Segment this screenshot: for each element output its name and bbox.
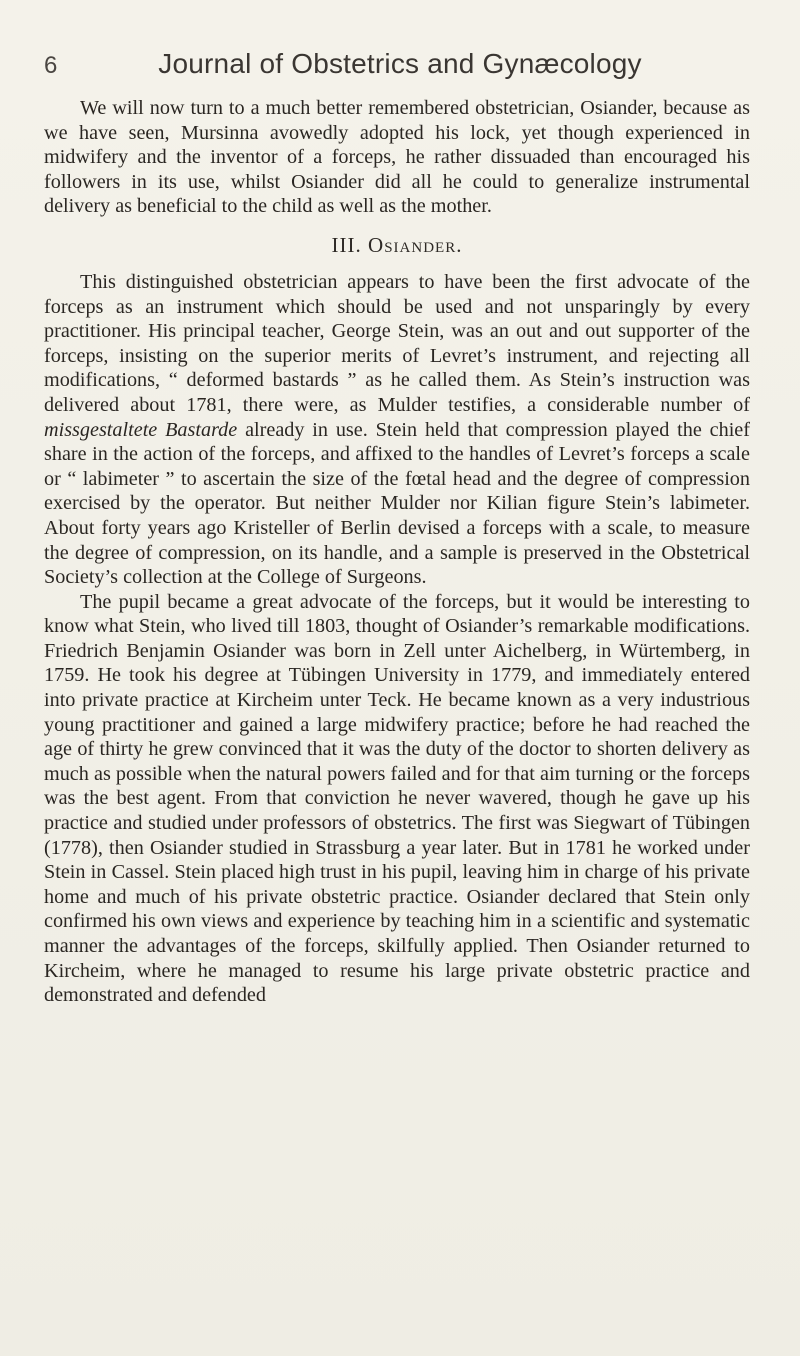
paragraph-osiander-life: The pupil became a great advocate of the forceps, but it would be interesting to know what Stein, who lived till 1803, thought of Osiander’s remarkable modifications. Friedrich Benjamin Osiander was born in Zell unter Aichelberg, in Würtemberg, in 1759. He took his degree at Tübingen University in 1779, and immediately entered into private practice at Kircheim unter Teck. He became known as a very industrious young practitioner and gained a large midwifery practice; before he had reached the age of thirty he grew convinced that it was the duty of the doctor to shorten delivery as much as possible when the natural powers failed and for that aim turning or the forceps was the best agent. From that conviction he never wavered, though he gave up his practice and studied under professors of obstetrics. The first was Siegwart of Tübingen (1778), then Osiander studied in Strassburg a year later. But in 1781 he worked under Stein in Cassel. Stein placed high trust in his pupil, leaving him in charge of his private home and much of his private obstetric practice. Osiander declared that Stein only confirmed his own views and experience by teaching him in a scientific and systematic manner the advantages of the forceps, skilfully applied. Then Osiander returned to Kircheim, where he managed to resume his large private obstetric practice and demonstrated and defended	[44, 590, 750, 1007]
paragraph-stein-text-b: already in use. Stein held that compression played the chief share in the action of the forceps, and affixed to the handles of Levret’s forceps a scale or “ labimeter ” to ascertain the size of the fœtal head and the degree of compression exercised by the operator. But neither Mulder nor Kilian figure Stein’s labimeter. About forty years ago Kristeller of Berlin devised a forceps with a scale, to measure the degree of compression, on its handle, and a sample is preserved in the Obstetrical Society’s collection at the College of Surgeons.	[44, 418, 750, 589]
paragraph-stein	[44, 270, 750, 590]
running-head	[0, 48, 800, 88]
journal-title: Journal of Obstetrics and Gynæcology	[158, 48, 642, 79]
section-numeral: III.	[331, 232, 362, 257]
body-text	[44, 96, 750, 1008]
paragraph-stein-text-a: This distinguished obstetrician appears to have been the first advocate of the forceps as an instrument which should be used and not unsparingly by every practitioner. His principal teacher, George Stein, was an out and out supporter of the forceps, insisting on the superior merits of Levret’s instrument, and rejecting all modifications, “ deformed bastards ” as he called them. As Stein’s instruction was delivered about 1781, there were, as Mulder testifies, a considerable number of	[44, 270, 750, 416]
paragraph-stein-italic: missgestaltete Bastarde	[44, 418, 238, 441]
section-title: Osiander.	[368, 232, 463, 257]
page-number: 6	[44, 52, 58, 79]
paragraph-intro: We will now turn to a much better remembered obstetrician, Osiander, because as we have seen, Mursinna avowedly adopted his lock, yet though experienced in midwifery and the inventor of a forceps, he rather dissuaded than encouraged his followers in its use, whilst Osiander did all he could to generalize instrumental delivery as beneficial to the child as well as the mother.	[44, 97, 750, 218]
section-heading	[44, 233, 750, 258]
